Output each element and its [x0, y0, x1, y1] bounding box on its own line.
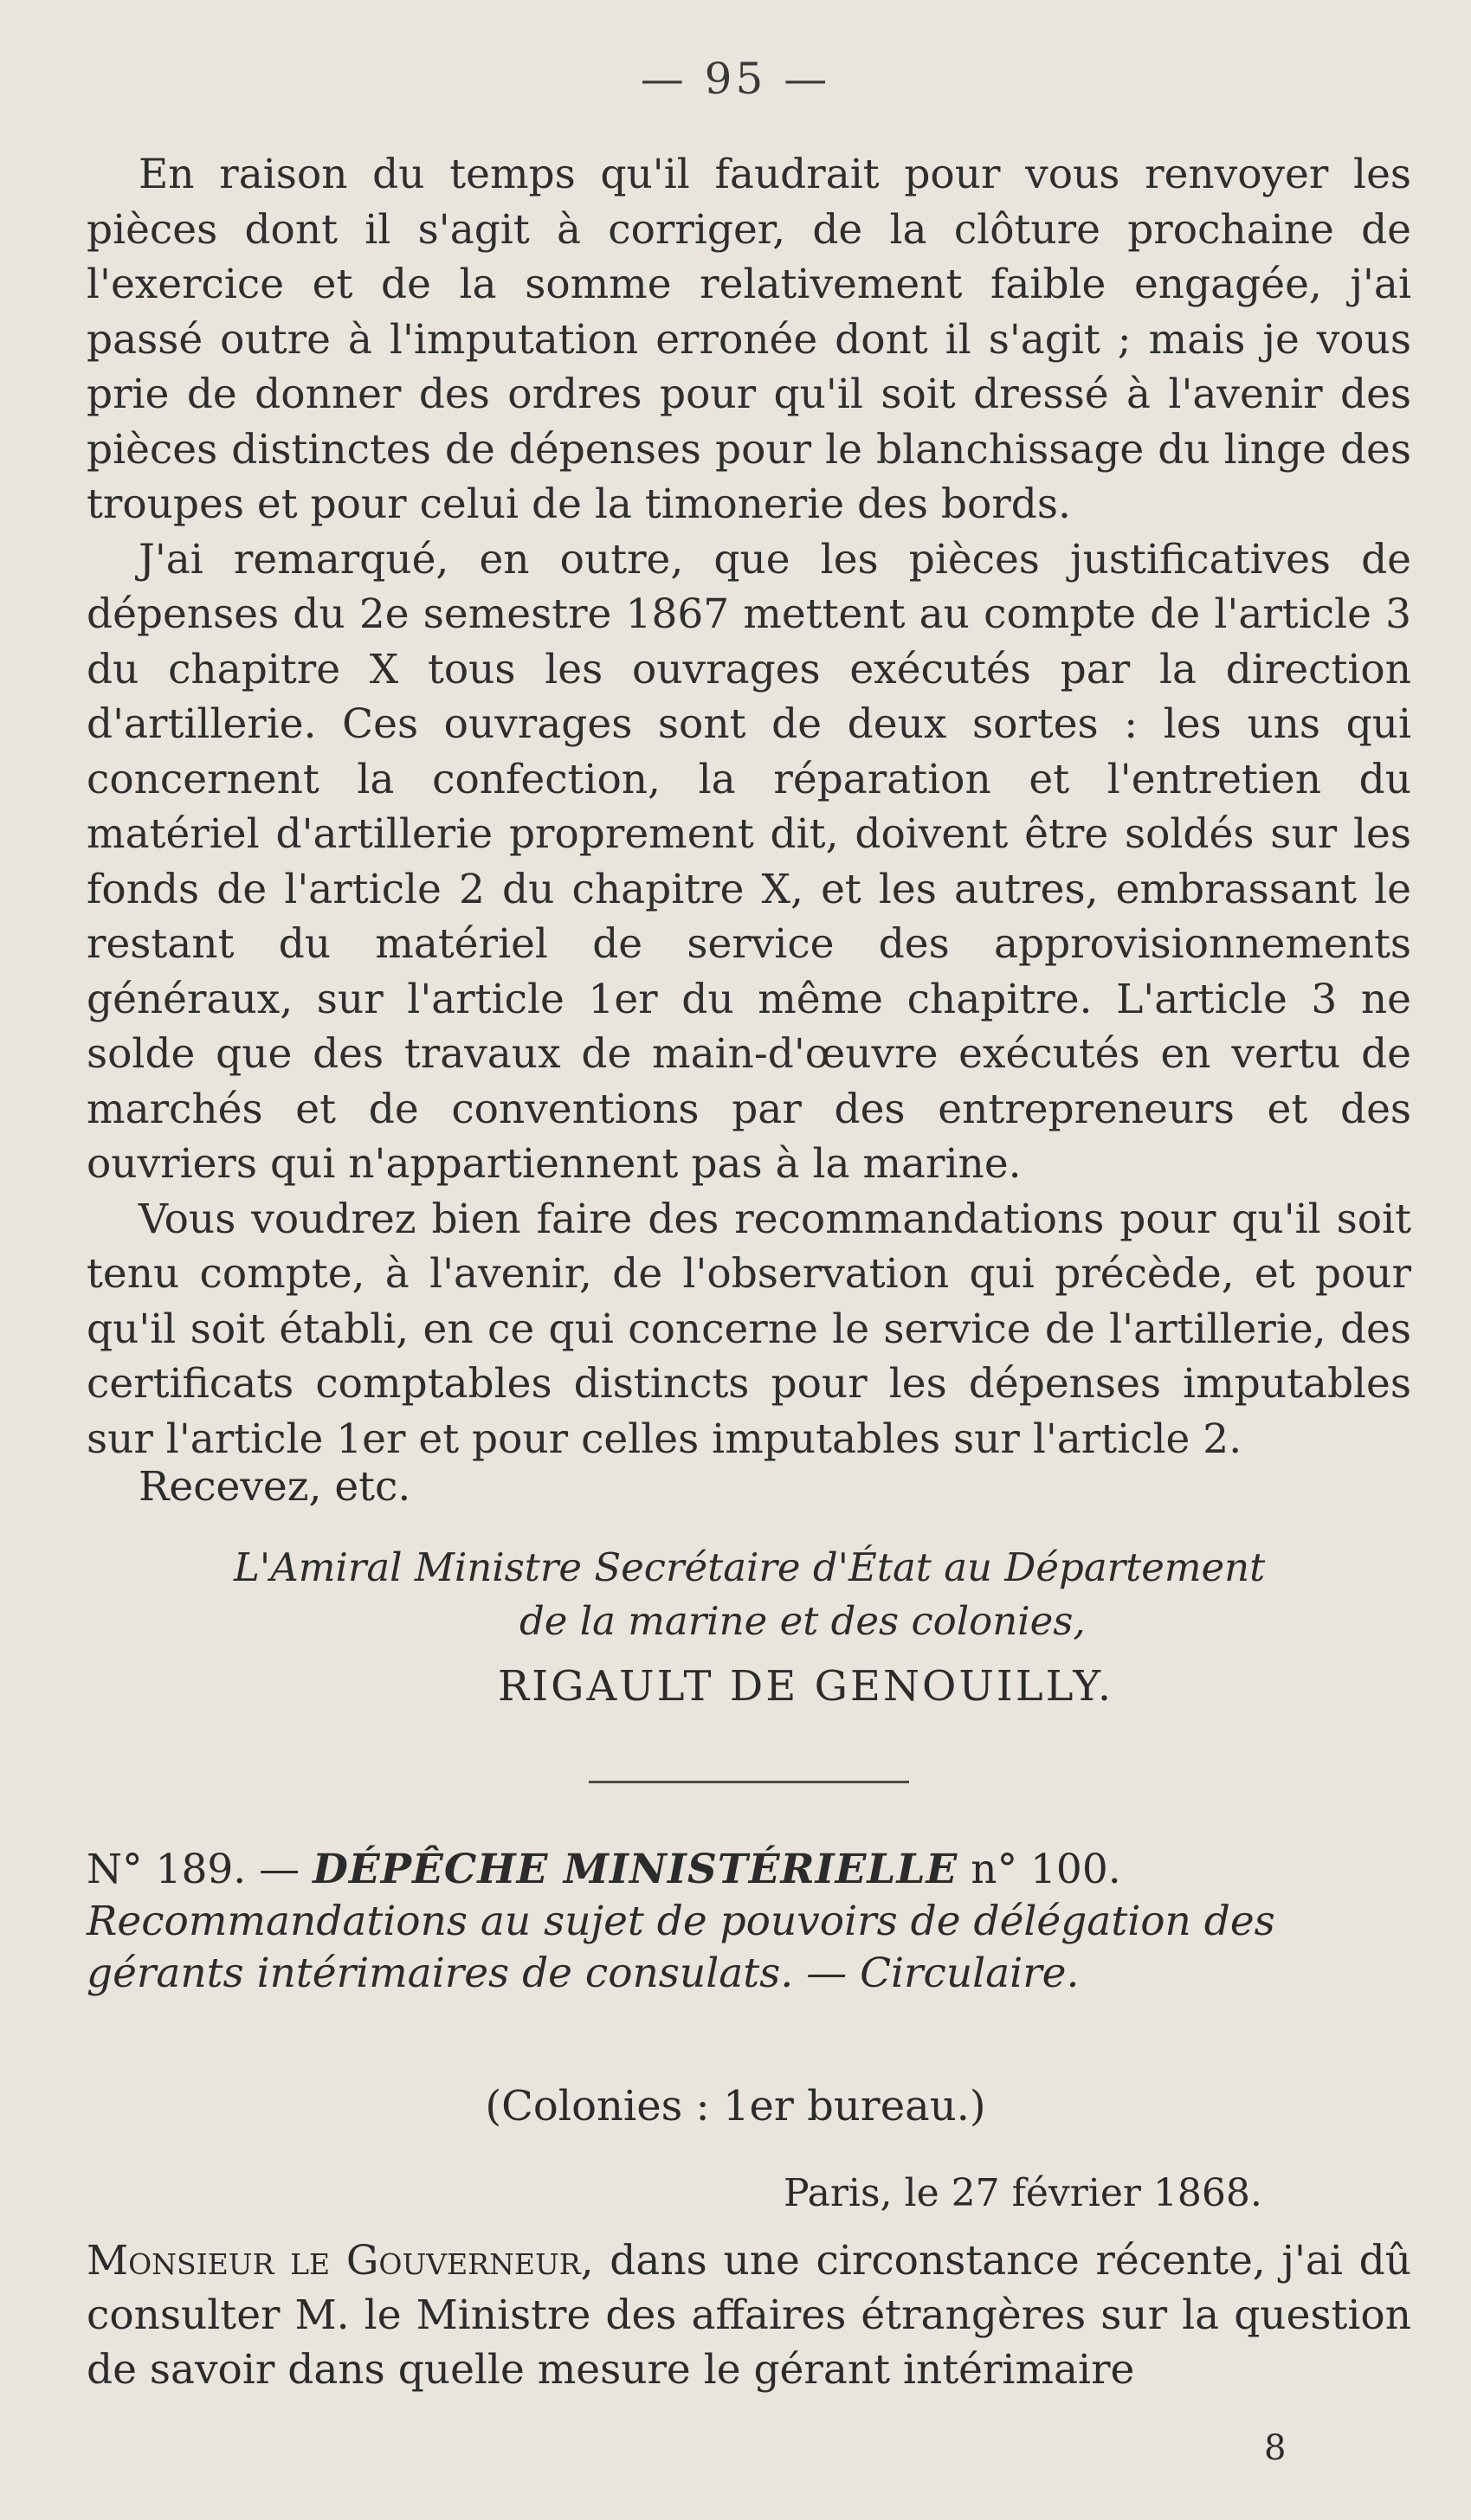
- document-heading: [87, 1844, 1411, 2000]
- letter-body: dans une circonstance récente, j'ai dû consulter M. le Ministre des affaires étrangères sur la question de savoir dans quelle mesure le gérant intérimaire: [87, 2237, 1411, 2394]
- bureau-line: (Colonies : 1er bureau.): [485, 2082, 986, 2130]
- letter-opening: Monsieur le Gouverneur,: [87, 2237, 594, 2285]
- dateline: Paris, le 27 février 1868.: [784, 2171, 1262, 2215]
- signature-block: [234, 1541, 1385, 1648]
- page-number: — 95 —: [640, 54, 831, 104]
- document-type: DÉPÊCHE MINISTÉRIELLE: [313, 1846, 958, 1893]
- paragraph-1: En raison du temps qu'il faudrait pour vous renvoyer les pièces dont il s'agit à corriger, de la clôture prochaine de l'exercice et de la somme relativement faible engagée, j'ai passé outre à l'imputation erronée dont il s'agit ; mais je vous prie de donner des ordres pour qu'il soit dressé à l'avenir des pièces distinctes de dépenses pour le blanchissage du linge des troupes et pour celui de la timonerie des bords.: [87, 151, 1411, 528]
- signature-line-2: de la marine et des colonies,: [519, 1598, 1086, 1644]
- dispatch-number: n° 100.: [971, 1846, 1121, 1893]
- signature-line-1: L'Amiral Ministre Secrétaire d'État au Département: [234, 1544, 1266, 1590]
- section-divider: [589, 1781, 909, 1783]
- letter-text: [87, 2233, 1411, 2397]
- signature-mark: 8: [1264, 2428, 1287, 2468]
- document-subject: Recommandations au sujet de pouvoirs de délégation des gérants intérimaires de consulats. — Circulaire.: [87, 1898, 1275, 1997]
- body-text: [87, 147, 1411, 1466]
- paragraph-2: J'ai remarqué, en outre, que les pièces justificatives de dépenses du 2e semestre 1867 mettent au compte de l'article 3 du chapitre X tous les ouvrages exécutés par la direction d'artillerie. Ces ouvrages sont de deux sortes : les uns qui concernent la confection, la réparation et l'entretien du matériel d'artillerie proprement dit, doivent être soldés sur les fonds de l'article 2 du chapitre X, et les autres, embrassant le restant du matériel de service des approvisionnements généraux, sur l'article 1er du même chapitre. L'article 3 ne solde que des travaux de main-d'œuvre exécutés en vertu de marchés et de conventions par des entrepreneurs et des ouvriers qui n'appartiennent pas à la marine.: [87, 535, 1411, 1188]
- signatory-name: RIGAULT DE GENOUILLY.: [498, 1662, 1114, 1711]
- salutation: Recevez, etc.: [139, 1463, 411, 1511]
- paragraph-3: Vous voudrez bien faire des recommandations pour qu'il soit tenu compte, à l'avenir, de l'observation qui précède, et pour qu'il soit établi, en ce qui concerne le service de l'artillerie, des certificats comptables distincts pour les dépenses imputables sur l'article 1er et pour celles imputables sur l'article 2.: [87, 1195, 1411, 1463]
- document-number: N° 189. —: [87, 1846, 300, 1893]
